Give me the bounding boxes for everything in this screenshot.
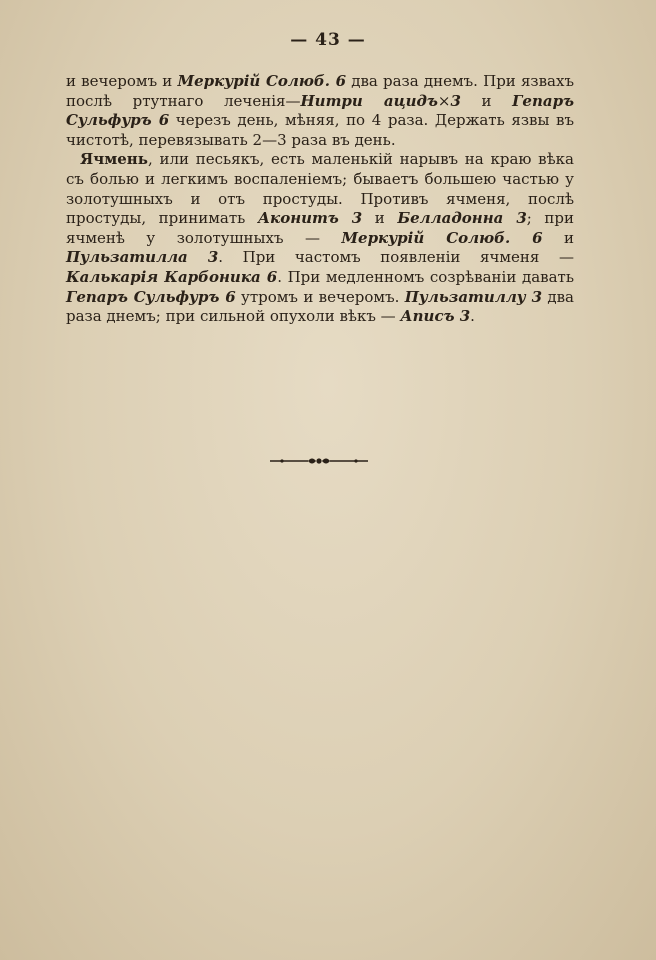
remedy-name: Гепаръ Сульфуръ 6 <box>66 287 236 306</box>
text-run: × <box>437 91 451 110</box>
remedy-name: Меркурій Солюб. 6 <box>341 228 543 247</box>
text-run: . При медленномъ созрѣваніи давать <box>277 267 574 286</box>
text-run: и <box>542 228 575 247</box>
text-run: два раза днемъ; при сильной опухоли вѣкъ — <box>66 287 574 326</box>
text-run: , или песьякъ, есть маленькій нарывъ на краю вѣка съ болью и легкимъ воспаленіемъ; бываетъ большею частью у золотушныхъ и отъ простуды. Противъ ячменя, послѣ простуды, принимать <box>66 150 574 228</box>
remedy-name: Гепаръ Сульфуръ 6 <box>66 91 574 130</box>
remedy-name: Белладонна 3 <box>397 209 527 228</box>
remedy-name: Меркурій Солюб. 6 <box>177 72 347 90</box>
remedy-name: Нитри ацидъ <box>300 91 438 110</box>
remedy-name: 3 <box>450 91 461 110</box>
paragraph-ulcers <box>66 72 574 150</box>
text-run: и <box>362 209 398 228</box>
paragraph-stye <box>66 150 574 326</box>
remedy-name: Калькарія Карбоника 6 <box>66 267 278 286</box>
text-run: и вечеромъ и <box>66 72 178 90</box>
remedy-name: Аписъ 3 <box>400 307 471 326</box>
text-run: ; при ячменѣ у золотушныхъ — <box>66 209 574 247</box>
page-number: — 43 — <box>290 30 366 50</box>
emphasis-text: Ячмень <box>80 150 148 169</box>
text-run: и <box>460 91 513 110</box>
remedy-name: Пульзатиллу 3 <box>404 287 543 306</box>
text-run: . <box>470 307 475 326</box>
text-run: черезъ день, мѣняя, по 4 раза. Держать язвы въ чистотѣ, перевязывать 2—3 раза въ день. <box>66 111 575 149</box>
text-run: утромъ и вечеромъ. <box>235 287 405 306</box>
remedy-name: Аконитъ 3 <box>257 209 363 228</box>
remedy-name: Пульзатилла 3 <box>66 248 219 267</box>
body-text <box>66 72 574 327</box>
text-run: два раза днемъ. При язвахъ послѣ ртутнаго леченія— <box>66 72 574 110</box>
ornament-divider <box>268 455 370 467</box>
text-run: . При частомъ появленіи ячменя — <box>218 248 574 267</box>
